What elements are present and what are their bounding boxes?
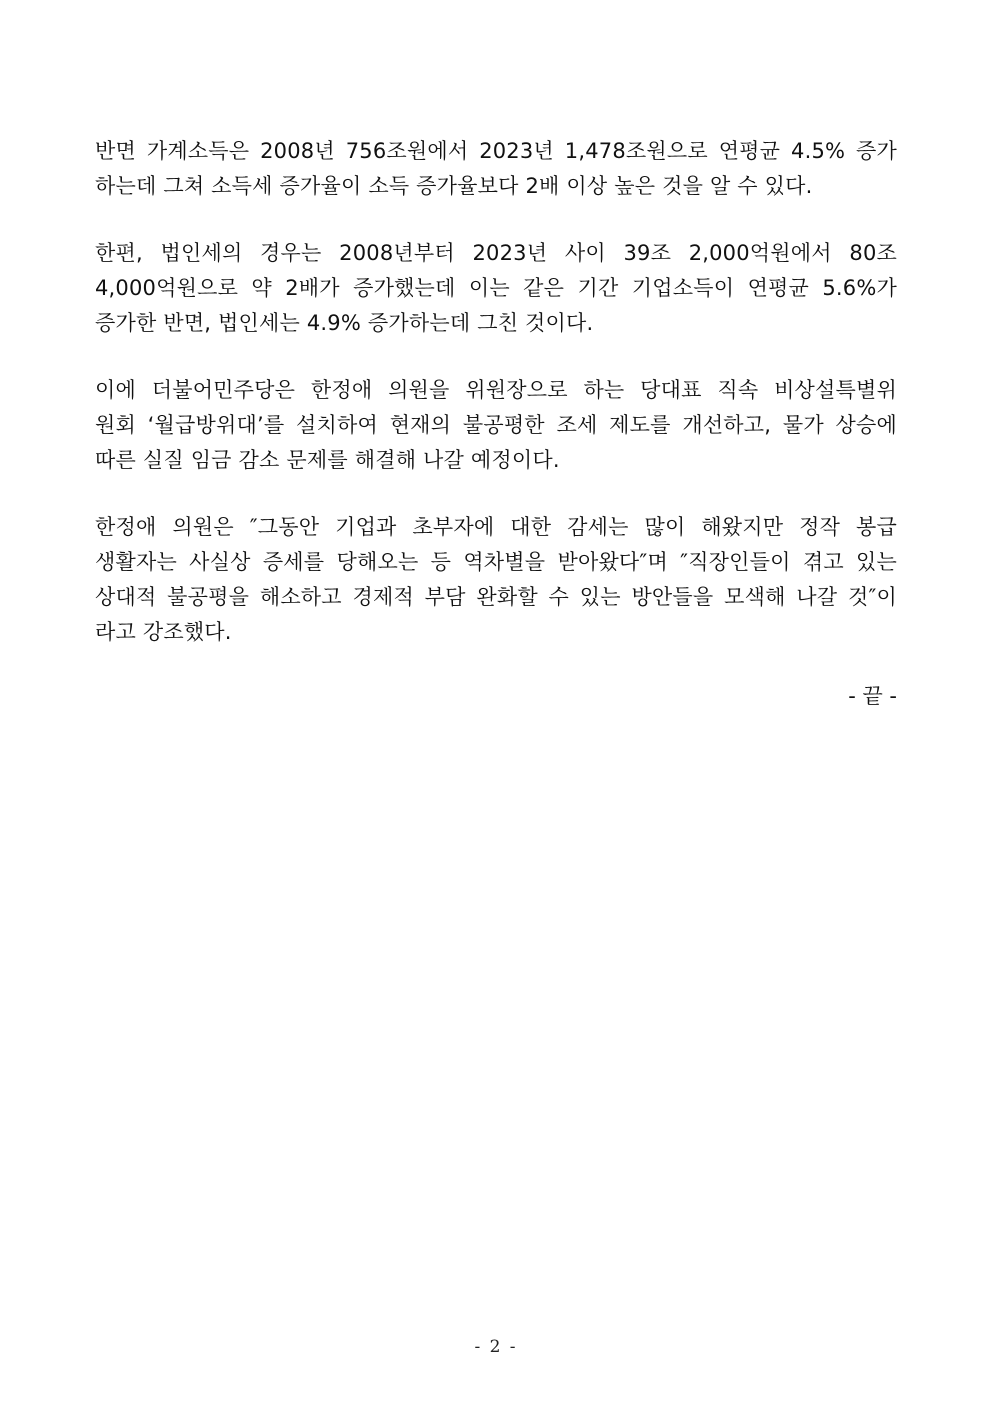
text-line: 상대적 불공평을 해소하고 경제적 부담 완화할 수 있는 방안들을 모색해 나갈 것″이: [95, 585, 897, 609]
paragraph-quote: [95, 510, 897, 650]
document-body: [95, 134, 897, 714]
text-line: 라고 강조했다.: [95, 620, 232, 644]
text-line: 이에 더불어민주당은 한정애 의원을 위원장으로 하는 당대표 직속 비상설특별위: [95, 378, 897, 402]
paragraph-corporate-tax: [95, 236, 897, 341]
text-line: 생활자는 사실상 증세를 당해오는 등 역차별을 받아왔다″며 ″직장인들이 겪고 있는: [95, 550, 897, 574]
text-line: 원회 ‘월급방위대’를 설치하여 현재의 불공평한 조세 제도를 개선하고, 물가 상승에: [95, 413, 897, 437]
text-line: 증가한 반면, 법인세는 4.9% 증가하는데 그친 것이다.: [95, 311, 594, 335]
text-line: 반면 가계소득은 2008년 756조원에서 2023년 1,478조원으로 연평균 4.5% 증가: [95, 139, 897, 163]
paragraph-household-income: [95, 134, 897, 204]
end-mark: - 끝 -: [848, 684, 897, 708]
text-line: 한정애 의원은 ″그동안 기업과 초부자에 대한 감세는 많이 해왔지만 정작 봉급: [95, 515, 897, 539]
page-number: - 2 -: [474, 1337, 518, 1357]
text-line: 4,000억원으로 약 2배가 증가했는데 이는 같은 기간 기업소득이 연평균 5.6%가: [95, 276, 897, 300]
text-line: 하는데 그쳐 소득세 증가율이 소득 증가율보다 2배 이상 높은 것을 알 수 있다.: [95, 174, 813, 198]
paragraph-committee: [95, 373, 897, 478]
text-line: 따른 실질 임금 감소 문제를 해결해 나갈 예정이다.: [95, 448, 560, 472]
text-line: 한편, 법인세의 경우는 2008년부터 2023년 사이 39조 2,000억원에서 80조: [95, 241, 897, 265]
